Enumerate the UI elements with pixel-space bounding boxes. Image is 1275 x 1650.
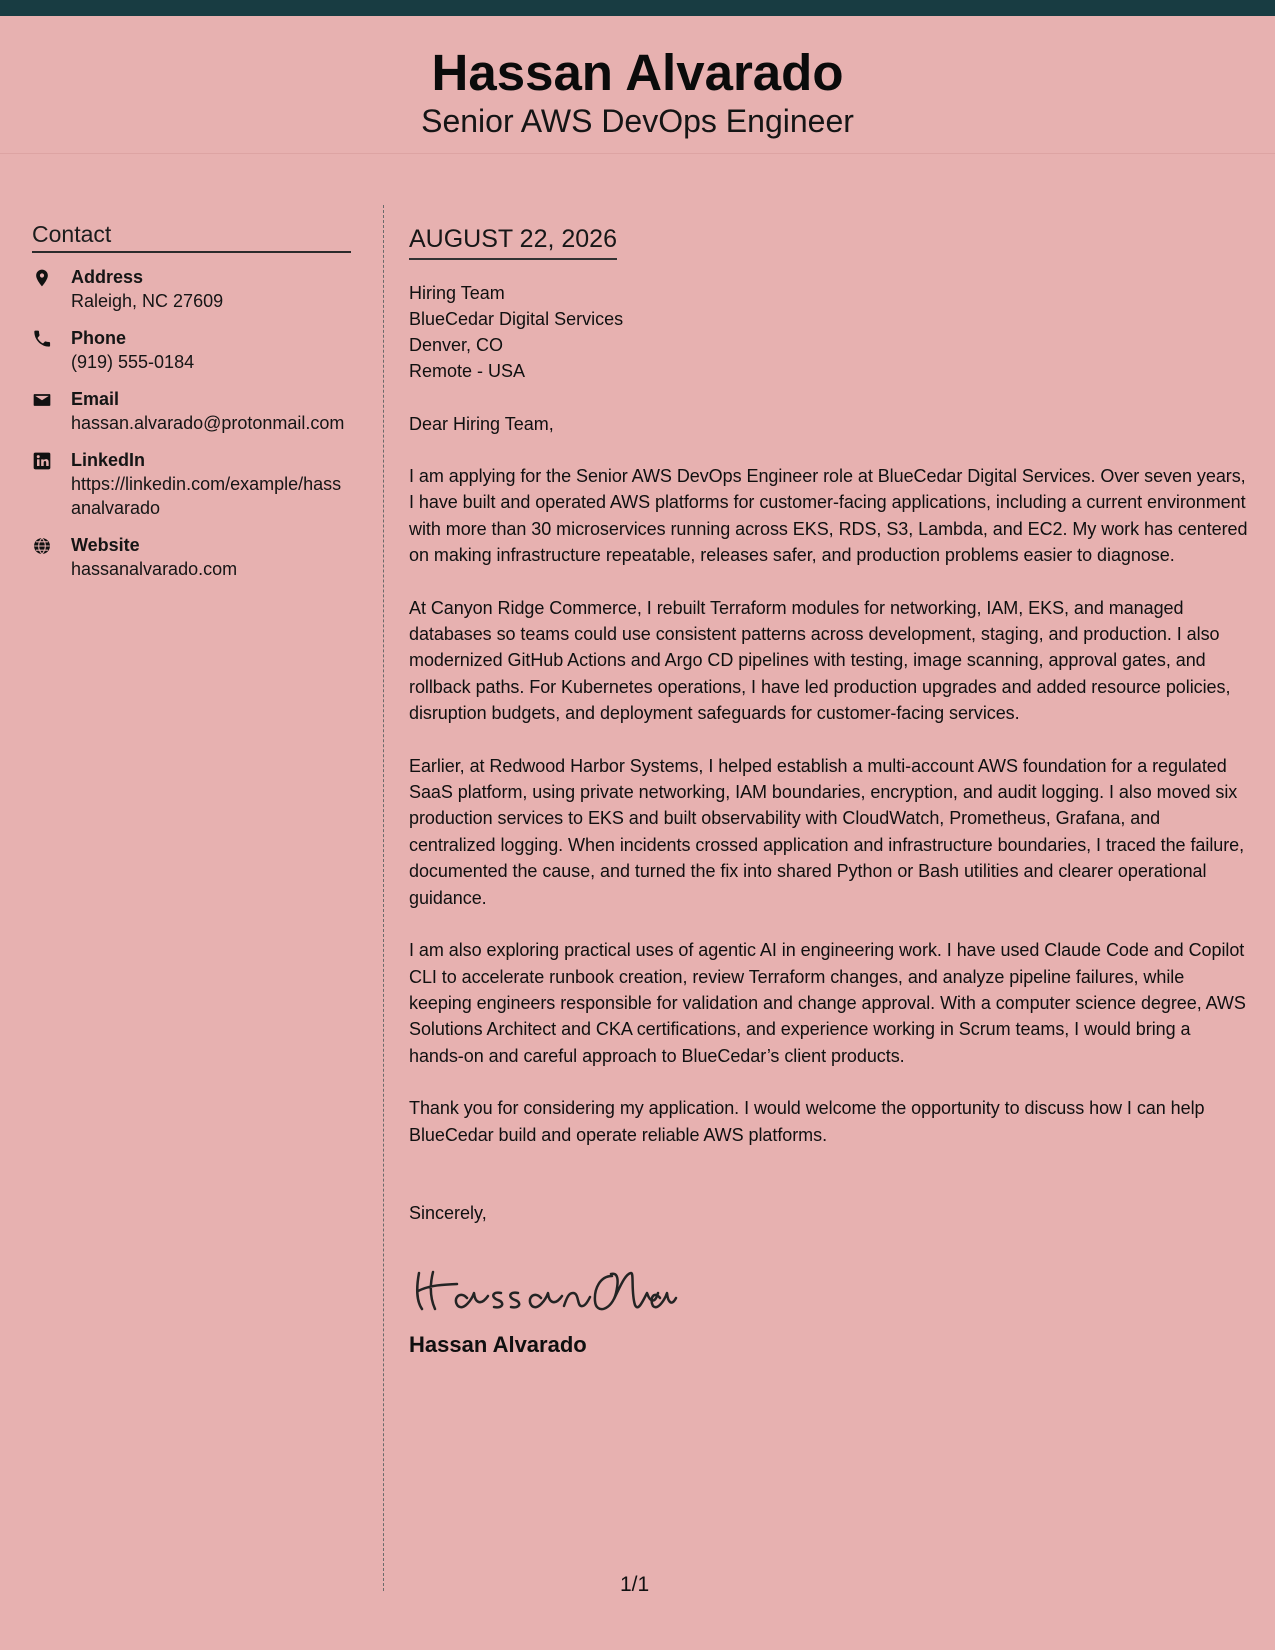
recipient-block (409, 280, 1250, 384)
contact-list (32, 265, 351, 581)
linkedin-icon (32, 451, 54, 473)
recipient-line: BlueCedar Digital Services (409, 309, 624, 329)
linkedin-value[interactable]: https://linkedin.com/example/hassanalvarado (71, 474, 342, 518)
handwritten-signature (409, 1262, 679, 1316)
contact-website (32, 533, 351, 581)
phone-icon (32, 329, 54, 351)
closing: Sincerely, (409, 1202, 487, 1223)
address-label: Address (71, 267, 144, 287)
candidate-title: Senior AWS DevOps Engineer (421, 103, 854, 139)
letter-paragraph: I am also exploring practical uses of agentic AI in engineering work. I have used Claude Code and Copilot CLI to accelerate runbook creation, review Terraform changes, and analyze pipeline failures, while keeping engineers responsible for validation and change approval. With a computer science degree, AWS Solutions Architect and CKA certifications, and experience working in Scrum teams, I would bring a hands-on and careful approach to BlueCedar’s client products. (409, 940, 1246, 1066)
contact-email (32, 387, 351, 435)
letter-paragraph: Earlier, at Redwood Harbor Systems, I helped establish a multi-account AWS foundation for a regulated SaaS platform, using private networking, IAM boundaries, encryption, and audit logging. I also moved six production services to EKS and built observability with CloudWatch, Prometheus, Grafana, and centralized logging. When incidents crossed application and infrastructure boundaries, I traced the failure, documented the cause, and turned the fix into shared Python or Bash utilities and clearer operational guidance. (409, 755, 1245, 908)
letter-paragraph: Thank you for considering my application. I would welcome the opportunity to discuss how I can help BlueCedar build and operate reliable AWS platforms. (409, 1098, 1205, 1145)
contact-phone (32, 326, 351, 374)
top-accent-bar (0, 0, 1275, 16)
website-label: Website (71, 535, 140, 555)
contact-sidebar (32, 220, 351, 594)
phone-label: Phone (71, 328, 127, 348)
contact-heading: Contact (32, 220, 351, 253)
signed-name: Hassan Alvarado (409, 1331, 587, 1357)
email-value: hassan.alvarado@protonmail.com (71, 413, 345, 433)
cover-letter (409, 223, 1250, 1359)
email-label: Email (71, 389, 120, 409)
column-divider (383, 205, 384, 1591)
website-value[interactable]: hassanalvarado.com (71, 559, 238, 579)
recipient-line: Denver, CO (409, 335, 504, 355)
candidate-name: Hassan Alvarado (431, 44, 844, 101)
linkedin-label: LinkedIn (71, 450, 146, 470)
map-pin-icon (32, 268, 54, 290)
letter-paragraph: At Canyon Ridge Commerce, I rebuilt Terraform modules for networking, IAM, EKS, and managed databases so teams could use consistent patterns across development, staging, and production. I also modernized GitHub Actions and Argo CD pipelines with testing, image scanning, approval gates, and rollback paths. For Kubernetes operations, I have led production upgrades and added resource policies, disruption budgets, and deployment safeguards for customer-facing services. (409, 597, 1231, 724)
phone-value: (919) 555-0184 (71, 352, 195, 372)
address-value: Raleigh, NC 27609 (71, 291, 224, 311)
resume-header (0, 16, 1275, 154)
letter-paragraph: I am applying for the Senior AWS DevOps Engineer role at BlueCedar Digital Services. Over seven years, I have built and operated AWS platforms for customer-facing applications, including a current environment with more than 30 microservices running across EKS, RDS, S3, Lambda, and EC2. My work has centered on making infrastructure repeatable, releases safer, and production problems easier to diagnose. (409, 466, 1248, 566)
globe-icon (32, 536, 54, 558)
recipient-line: Remote - USA (409, 361, 526, 381)
contact-linkedin (32, 448, 351, 520)
recipient-line: Hiring Team (409, 283, 505, 303)
letter-date: AUGUST 22, 2026 (409, 223, 617, 260)
contact-address (32, 265, 351, 313)
page-number: 1/1 (620, 1573, 650, 1596)
envelope-icon (32, 390, 54, 412)
salutation: Dear Hiring Team, (409, 414, 554, 434)
